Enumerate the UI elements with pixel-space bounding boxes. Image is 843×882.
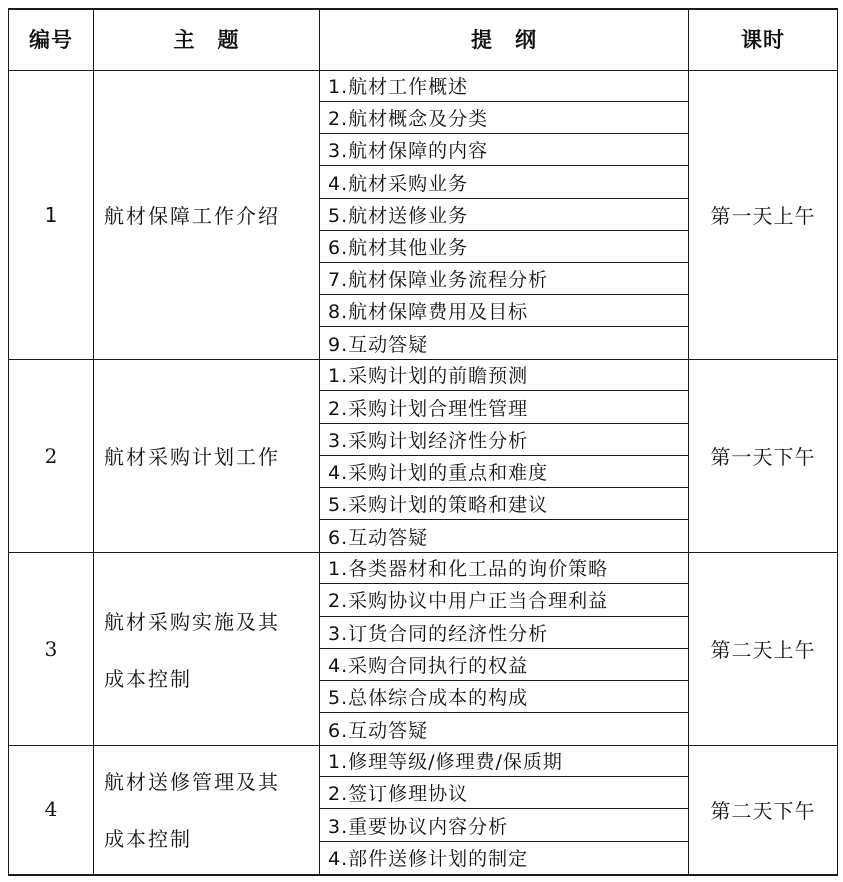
module-topic bbox=[94, 552, 320, 745]
outline-item: 5.航材送修业务 bbox=[320, 199, 688, 231]
header-no: 编号 bbox=[8, 8, 94, 70]
outline-item: 3.航材保障的内容 bbox=[320, 134, 688, 166]
header-outline: 提 纲 bbox=[320, 8, 689, 70]
outline-item: 4.航材采购业务 bbox=[320, 166, 688, 198]
course-table bbox=[8, 8, 838, 877]
module-hours: 第二天下午 bbox=[689, 745, 838, 874]
module-topic bbox=[94, 359, 320, 552]
module-topic-line: 航材送修管理及其 bbox=[104, 770, 280, 795]
module-outline bbox=[320, 359, 689, 552]
outline-item: 4.采购合同执行的权益 bbox=[320, 649, 688, 681]
module-hours: 第一天下午 bbox=[689, 359, 838, 552]
outline-item: 4.部件送修计划的制定 bbox=[328, 848, 529, 871]
outline-item: 3.重要协议内容分析 bbox=[320, 809, 688, 841]
module-row bbox=[8, 359, 838, 552]
outline-item: 3.订货合同的经济性分析 bbox=[320, 617, 688, 649]
module-topic-line: 成本控制 bbox=[104, 666, 192, 691]
outline-item: 1.各类器材和化工品的询价策略 bbox=[320, 552, 688, 584]
module-row bbox=[8, 70, 838, 359]
outline-item: 3.采购计划经济性分析 bbox=[320, 424, 688, 456]
outline-item: 8.航材保障费用及目标 bbox=[320, 295, 688, 327]
module-topic-line: 航材保障工作介绍 bbox=[104, 204, 280, 229]
table-top-border bbox=[8, 8, 838, 10]
row-border bbox=[8, 874, 838, 876]
outline-item: 7.航材保障业务流程分析 bbox=[320, 263, 688, 295]
module-topic bbox=[94, 745, 320, 874]
outline-item: 5.采购计划的策略和建议 bbox=[320, 488, 688, 520]
module-hours: 第二天上午 bbox=[689, 552, 838, 745]
module-row bbox=[8, 552, 838, 745]
outline-item: 5.总体综合成本的构成 bbox=[320, 681, 688, 713]
module-topic-line: 成本控制 bbox=[104, 827, 192, 852]
module-outline bbox=[320, 745, 689, 874]
module-number: 4 bbox=[8, 745, 94, 874]
header-hours: 课时 bbox=[689, 8, 838, 70]
module-number: 3 bbox=[8, 552, 94, 745]
module-hours: 第一天上午 bbox=[689, 70, 838, 359]
outline-item: 1.修理等级/修理费/保质期 bbox=[320, 745, 688, 777]
header-row bbox=[8, 8, 838, 70]
outline-item: 6.互动答疑 bbox=[328, 719, 429, 742]
outline-item: 6.互动答疑 bbox=[328, 526, 429, 549]
module-topic-line: 航材采购实施及其 bbox=[104, 609, 280, 634]
outline-item: 2.航材概念及分类 bbox=[320, 102, 688, 134]
outline-item: 4.采购计划的重点和难度 bbox=[320, 456, 688, 488]
header-topic: 主 题 bbox=[94, 8, 320, 70]
outline-item: 2.采购计划合理性管理 bbox=[320, 391, 688, 423]
outline-item: 2.签订修理协议 bbox=[320, 777, 688, 809]
module-number: 1 bbox=[8, 70, 94, 359]
outline-item: 1.采购计划的前瞻预测 bbox=[320, 359, 688, 391]
module-outline bbox=[320, 552, 689, 745]
outline-item: 6.航材其他业务 bbox=[320, 231, 688, 263]
module-number: 2 bbox=[8, 359, 94, 552]
module-outline bbox=[320, 70, 689, 359]
module-topic-line: 航材采购计划工作 bbox=[104, 445, 280, 470]
outline-item: 2.采购协议中用户正当合理利益 bbox=[320, 584, 688, 616]
module-row bbox=[8, 745, 838, 874]
outline-item: 9.互动答疑 bbox=[328, 333, 429, 356]
outline-item: 1.航材工作概述 bbox=[320, 70, 688, 102]
module-topic bbox=[94, 70, 320, 359]
